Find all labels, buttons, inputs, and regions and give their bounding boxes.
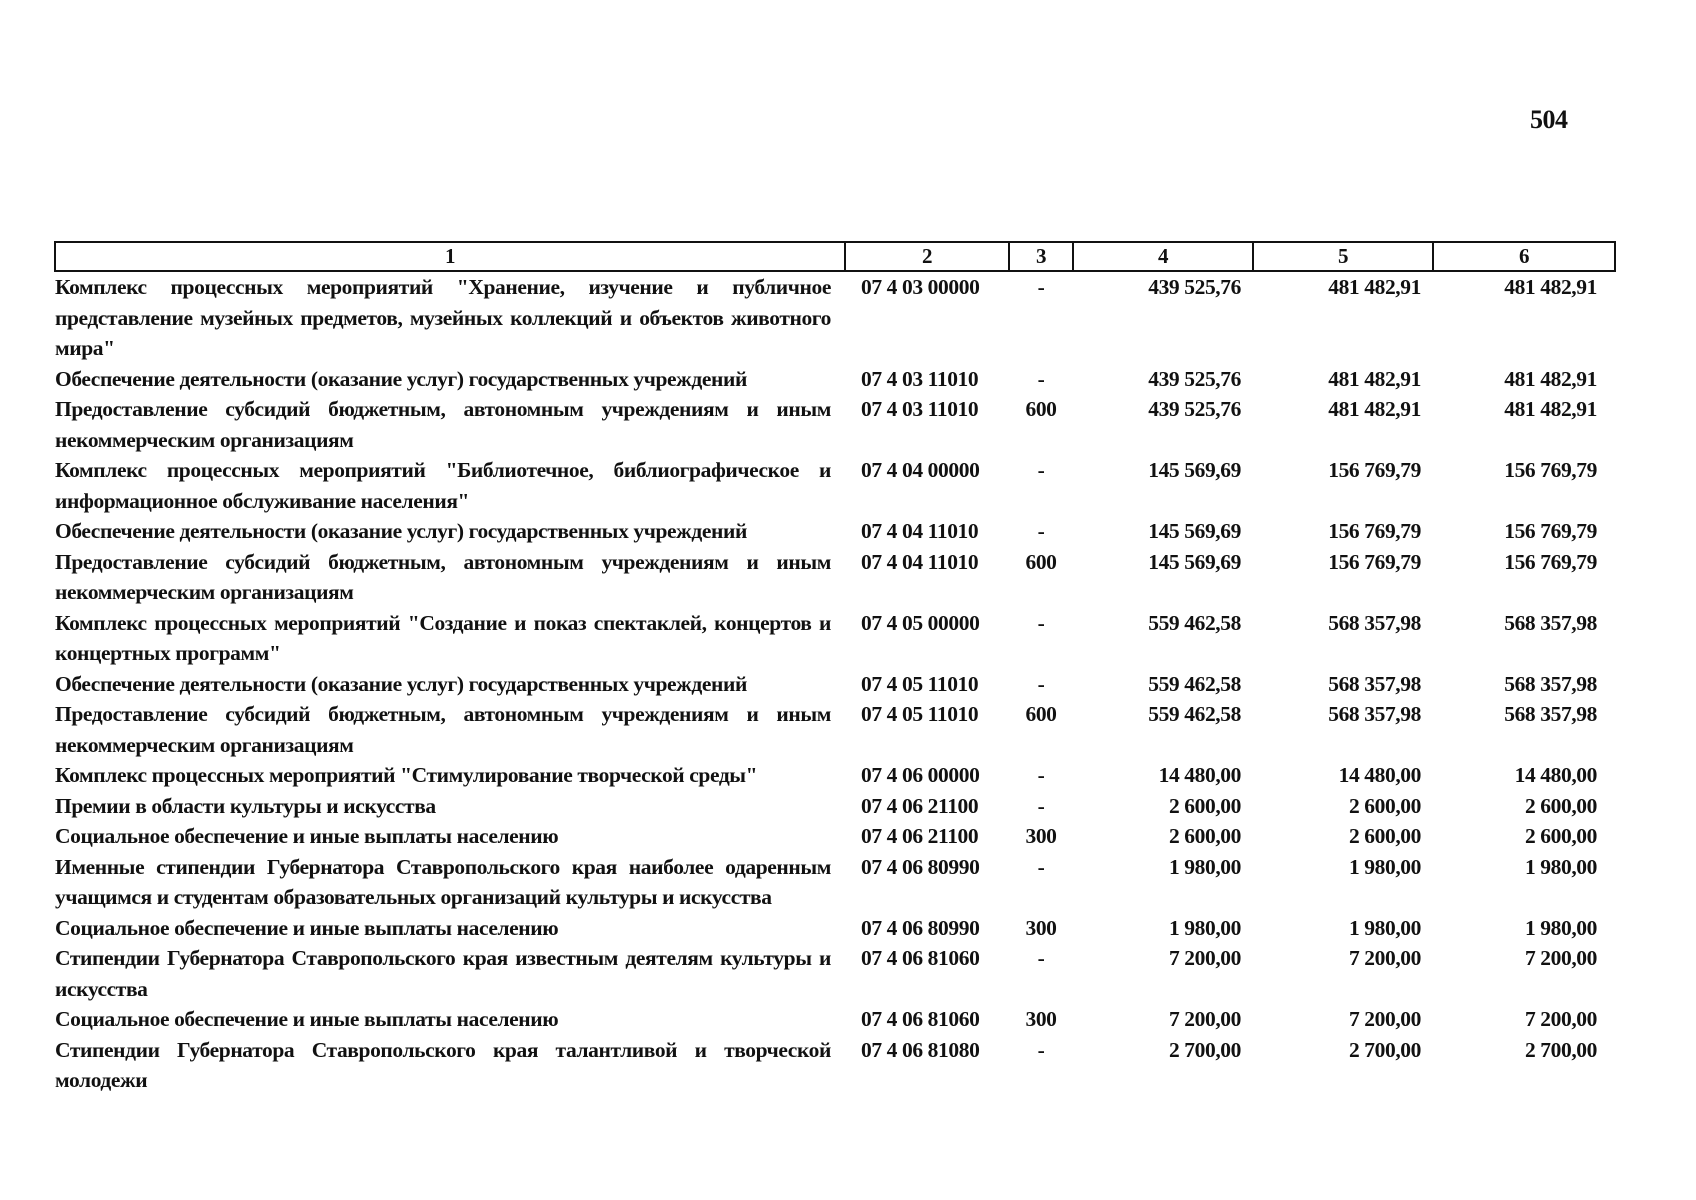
row-name: Стипендии Губернатора Ставропольского края талантливой и творческой молодежи xyxy=(55,1037,831,1092)
row-value-5: 2 600,00 xyxy=(1348,793,1421,818)
row-type: 600 xyxy=(1025,549,1057,574)
row-type: - xyxy=(1037,671,1045,696)
row-code: 07 4 06 21100 xyxy=(861,824,979,848)
row-code: 07 4 06 81060 xyxy=(861,1007,980,1031)
column-header-5: 5 xyxy=(1253,242,1433,271)
row-name: Предоставление субсидий бюджетным, автономным учреждениям и иным некоммерческим организациям xyxy=(55,702,831,757)
row-code: 07 4 06 81060 xyxy=(861,946,980,970)
table-row xyxy=(55,699,1615,760)
row-type: - xyxy=(1037,854,1045,879)
row-value-6: 156 769,79 xyxy=(1504,519,1597,543)
row-value-5: 1 980,00 xyxy=(1348,854,1421,879)
table-row xyxy=(55,1004,1615,1035)
row-value-5: 2 700,00 xyxy=(1348,1037,1421,1062)
table-row xyxy=(55,1035,1615,1096)
row-type: 600 xyxy=(1025,702,1057,726)
row-value-5: 156 769,79 xyxy=(1328,519,1421,543)
row-value-5: 568 357,98 xyxy=(1328,702,1421,726)
row-code: 07 4 03 00000 xyxy=(861,275,980,299)
row-value-6: 568 357,98 xyxy=(1504,702,1597,726)
header-row xyxy=(55,242,1615,271)
row-type: - xyxy=(1037,366,1045,391)
row-value-6: 7 200,00 xyxy=(1524,946,1597,970)
row-code: 07 4 04 11010 xyxy=(861,519,979,543)
row-code: 07 4 03 11010 xyxy=(861,397,979,421)
table-row xyxy=(55,791,1615,822)
row-code: 07 4 04 00000 xyxy=(861,458,980,482)
row-value-5: 156 769,79 xyxy=(1328,549,1421,574)
row-name: Комплекс процессных мероприятий "Хранение, изучение и публичное представление музейных предметов, музейных коллекций и объектов животного мира" xyxy=(55,275,831,360)
row-value-5: 568 357,98 xyxy=(1328,671,1421,696)
row-value-4: 559 462,58 xyxy=(1148,671,1241,696)
table-body xyxy=(55,271,1615,1096)
row-value-6: 156 769,79 xyxy=(1504,458,1597,482)
row-type: - xyxy=(1037,1037,1045,1062)
row-value-6: 1 980,00 xyxy=(1524,854,1597,879)
column-header-3: 3 xyxy=(1009,242,1073,271)
column-header-2: 2 xyxy=(845,242,1009,271)
row-name: Стипендии Губернатора Ставропольского края известным деятелям культуры и искусства xyxy=(55,946,831,1001)
row-value-6: 1 980,00 xyxy=(1524,915,1597,940)
row-value-5: 481 482,91 xyxy=(1328,397,1421,421)
row-code: 07 4 05 11010 xyxy=(861,702,979,726)
row-type: - xyxy=(1037,610,1045,635)
table-row xyxy=(55,516,1615,547)
table-row xyxy=(55,608,1615,669)
row-value-5: 568 357,98 xyxy=(1328,610,1421,635)
row-name: Именные стипендии Губернатора Ставропольского края наиболее одаренным учащимся и студентам образовательных организаций культуры и искусства xyxy=(55,854,831,909)
row-type: 600 xyxy=(1025,397,1057,421)
row-value-5: 481 482,91 xyxy=(1328,366,1421,391)
row-name: Обеспечение деятельности (оказание услуг) государственных учреждений xyxy=(55,519,747,543)
row-value-5: 7 200,00 xyxy=(1348,946,1421,970)
row-type: - xyxy=(1037,763,1045,787)
row-name: Социальное обеспечение и иные выплаты населению xyxy=(55,1007,559,1031)
row-code: 07 4 03 11010 xyxy=(861,366,979,391)
row-value-6: 2 700,00 xyxy=(1524,1037,1597,1062)
page-number: 504 xyxy=(1530,105,1568,134)
row-value-6: 568 357,98 xyxy=(1504,610,1597,635)
row-value-5: 7 200,00 xyxy=(1348,1007,1421,1031)
row-value-4: 7 200,00 xyxy=(1168,1007,1241,1031)
row-type: - xyxy=(1037,275,1045,299)
row-code: 07 4 05 00000 xyxy=(861,610,980,635)
row-type: 300 xyxy=(1025,1007,1057,1031)
row-type: 300 xyxy=(1025,915,1057,940)
table-row xyxy=(55,455,1615,516)
row-value-4: 7 200,00 xyxy=(1168,946,1241,970)
row-value-6: 568 357,98 xyxy=(1504,671,1597,696)
row-name: Премии в области культуры и искусства xyxy=(55,793,436,818)
row-value-5: 14 480,00 xyxy=(1338,763,1421,787)
table-row xyxy=(55,364,1615,395)
row-name: Предоставление субсидий бюджетным, автономным учреждениям и иным некоммерческим организациям xyxy=(55,549,831,604)
row-code: 07 4 05 11010 xyxy=(861,671,979,696)
row-value-4: 2 700,00 xyxy=(1168,1037,1241,1062)
row-name: Комплекс процессных мероприятий "Стимулирование творческой среды" xyxy=(55,763,758,787)
table-row xyxy=(55,394,1615,455)
row-value-4: 145 569,69 xyxy=(1148,458,1241,482)
row-value-4: 2 600,00 xyxy=(1168,793,1241,818)
row-value-4: 1 980,00 xyxy=(1168,915,1241,940)
row-value-4: 145 569,69 xyxy=(1148,549,1241,574)
table-row xyxy=(55,669,1615,700)
row-name: Комплекс процессных мероприятий "Библиотечное, библиографическое и информационное обслуживание населения" xyxy=(55,458,831,513)
row-value-5: 1 980,00 xyxy=(1348,915,1421,940)
row-value-4: 559 462,58 xyxy=(1148,702,1241,726)
row-value-6: 481 482,91 xyxy=(1504,366,1597,391)
column-header-1: 1 xyxy=(55,242,845,271)
row-name: Обеспечение деятельности (оказание услуг) государственных учреждений xyxy=(55,366,747,391)
row-name: Социальное обеспечение и иные выплаты населению xyxy=(55,915,559,940)
row-value-6: 156 769,79 xyxy=(1504,549,1597,574)
row-value-5: 481 482,91 xyxy=(1328,275,1421,299)
row-value-4: 145 569,69 xyxy=(1148,519,1241,543)
row-value-4: 559 462,58 xyxy=(1148,610,1241,635)
table-row xyxy=(55,913,1615,944)
row-name: Комплекс процессных мероприятий "Создание и показ спектаклей, концертов и концертных программ" xyxy=(55,610,831,665)
row-code: 07 4 06 00000 xyxy=(861,763,980,787)
row-value-5: 156 769,79 xyxy=(1328,458,1421,482)
row-value-4: 439 525,76 xyxy=(1148,397,1241,421)
table-row xyxy=(55,271,1615,364)
row-value-4: 439 525,76 xyxy=(1148,275,1241,299)
row-type: - xyxy=(1037,458,1045,482)
row-type: - xyxy=(1037,519,1045,543)
row-name: Социальное обеспечение и иные выплаты населению xyxy=(55,824,559,848)
table-row xyxy=(55,760,1615,791)
row-value-4: 439 525,76 xyxy=(1148,366,1241,391)
row-value-4: 2 600,00 xyxy=(1168,824,1241,848)
table-row xyxy=(55,821,1615,852)
row-value-6: 2 600,00 xyxy=(1524,824,1597,848)
table-row xyxy=(55,547,1615,608)
row-type: - xyxy=(1037,793,1045,818)
budget-table xyxy=(54,241,1616,1096)
row-value-6: 481 482,91 xyxy=(1504,397,1597,421)
row-value-6: 7 200,00 xyxy=(1524,1007,1597,1031)
row-code: 07 4 06 81080 xyxy=(861,1037,980,1062)
row-name: Предоставление субсидий бюджетным, автономным учреждениям и иным некоммерческим организациям xyxy=(55,397,831,452)
column-header-4: 4 xyxy=(1073,242,1253,271)
row-value-5: 2 600,00 xyxy=(1348,824,1421,848)
table-header xyxy=(55,242,1615,271)
row-code: 07 4 06 21100 xyxy=(861,793,979,818)
row-value-6: 2 600,00 xyxy=(1524,793,1597,818)
row-type: 300 xyxy=(1025,824,1057,848)
row-value-6: 481 482,91 xyxy=(1504,275,1597,299)
row-value-4: 1 980,00 xyxy=(1168,854,1241,879)
table-row xyxy=(55,852,1615,913)
row-name: Обеспечение деятельности (оказание услуг) государственных учреждений xyxy=(55,671,747,696)
column-header-6: 6 xyxy=(1433,242,1615,271)
row-value-4: 14 480,00 xyxy=(1158,763,1241,787)
table-row xyxy=(55,943,1615,1004)
row-code: 07 4 06 80990 xyxy=(861,915,980,940)
row-value-6: 14 480,00 xyxy=(1514,763,1597,787)
row-code: 07 4 04 11010 xyxy=(861,549,979,574)
row-code: 07 4 06 80990 xyxy=(861,854,980,879)
row-type: - xyxy=(1037,946,1045,970)
